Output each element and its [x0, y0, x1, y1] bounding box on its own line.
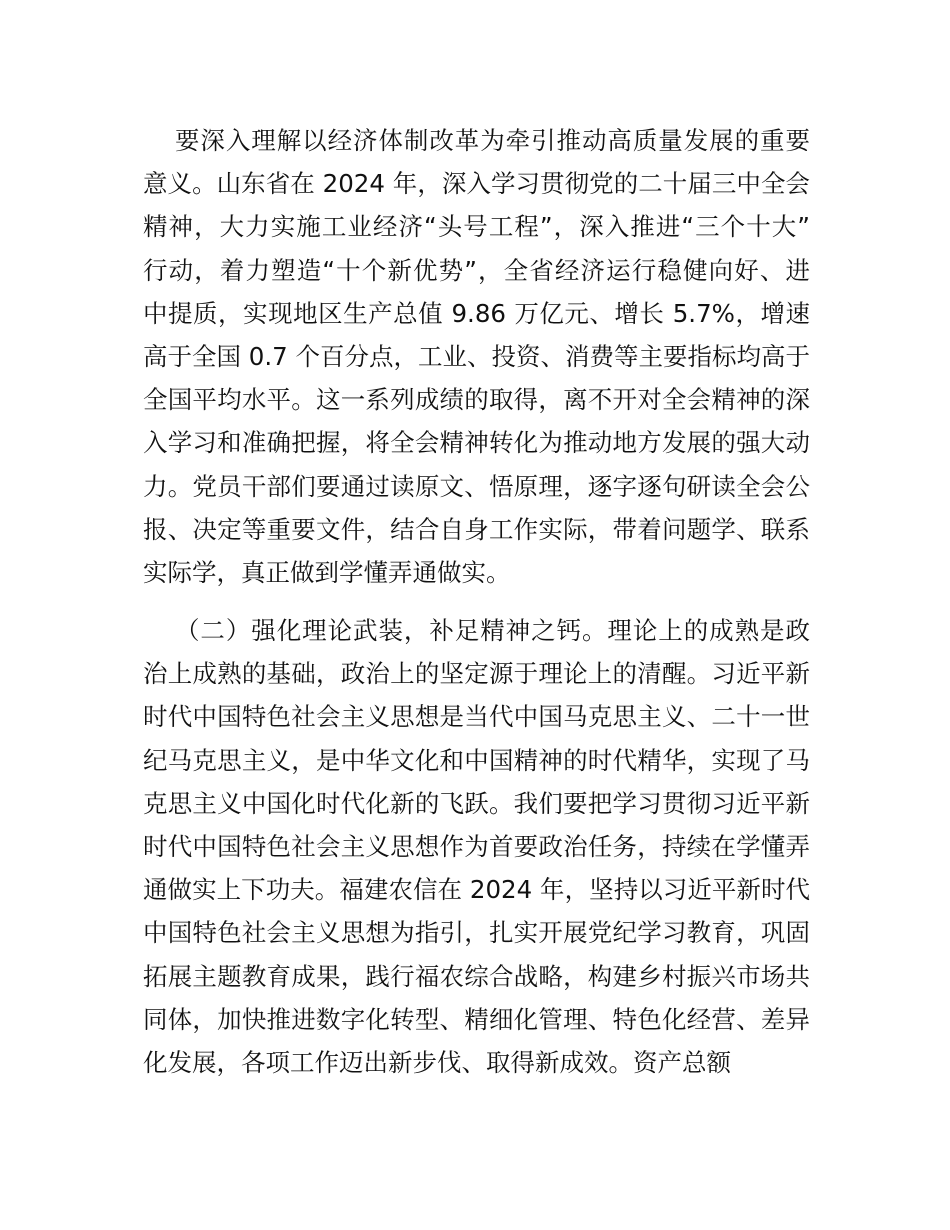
- text-line: 入学习和准确把握，将全会精神转化为推动地方发展的强大动: [143, 428, 810, 458]
- text-line: 时代中国特色社会主义思想是当代中国马克思主义、二十一世: [143, 702, 810, 732]
- text-line: 要深入理解以经济体制改革为牵引推动高质量发展的重要: [175, 126, 810, 155]
- text-line: 力。党员干部们要通过读原文、悟原理，逐字逐句研读全会公: [143, 471, 810, 501]
- text-line: 时代中国特色社会主义思想作为首要政治任务，持续在学懂弄: [143, 831, 810, 861]
- paragraph-economic-reform: [143, 119, 810, 594]
- text-line: 中提质，实现地区生产总值 9.86 万亿元、增长 5.7%，增速: [143, 298, 810, 328]
- text-line: （二）强化理论武装，补足精神之钙。理论上的成熟是政: [175, 616, 810, 645]
- text-line: 通做实上下功夫。福建农信在 2024 年，坚持以习近平新时代: [143, 875, 810, 905]
- text-line: 拓展主题教育成果，践行福农综合战略，构建乡村振兴市场共: [143, 961, 810, 991]
- text-line: 中国特色社会主义思想为指引，扎实开展党纪学习教育，巩固: [143, 918, 810, 948]
- text-line: 高于全国 0.7 个百分点，工业、投资、消费等主要指标均高于: [143, 341, 811, 371]
- text-line: 报、决定等重要文件，结合自身工作实际，带着问题学、联系: [143, 514, 810, 544]
- text-line: 意义。山东省在 2024 年，深入学习贯彻党的二十届三中全会: [143, 169, 810, 199]
- text-line: 实际学，真正做到学懂弄通做实。: [143, 557, 511, 587]
- text-line: 纪马克思主义，是中华文化和中国精神的时代精华，实现了马: [143, 745, 810, 775]
- paragraph-theory-arming: [143, 609, 810, 1084]
- text-line: 同体，加快推进数字化转型、精细化管理、特色化经营、差异: [143, 1004, 810, 1034]
- text-line: 精神，大力实施工业经济“头号工程”，深入推进“三个十大”: [143, 212, 810, 242]
- text-line: 化发展，各项工作迈出新步伐、取得新成效。资产总额: [143, 1047, 731, 1077]
- text-line: 克思主义中国化时代化新的飞跃。我们要把学习贯彻习近平新: [143, 788, 810, 818]
- text-line: 全国平均水平。这一系列成绩的取得，离不开对全会精神的深: [143, 385, 810, 415]
- text-line: 行动，着力塑造“十个新优势”，全省经济运行稳健向好、进: [143, 255, 810, 285]
- text-line: 治上成熟的基础，政治上的坚定源于理论上的清醒。习近平新: [143, 659, 810, 689]
